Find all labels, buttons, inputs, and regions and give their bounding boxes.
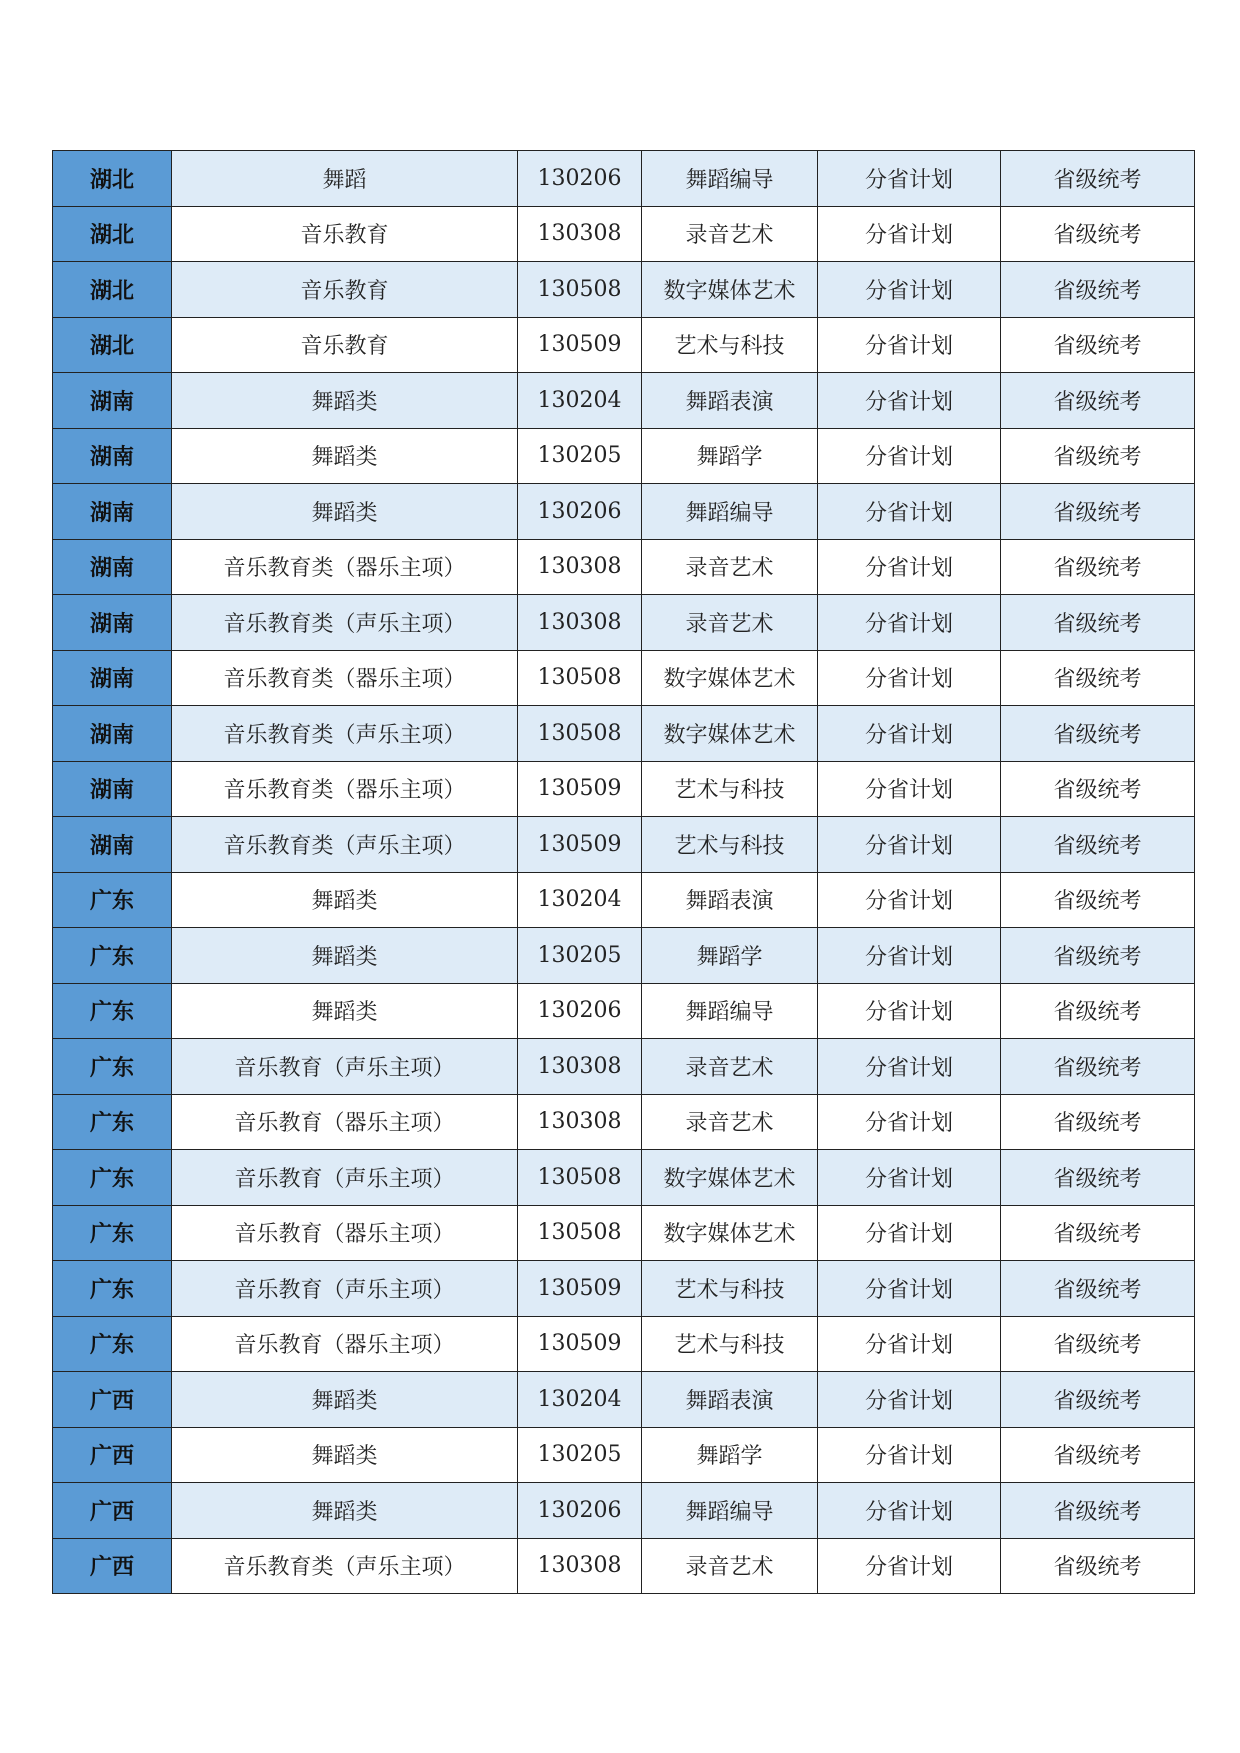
category-cell: 舞蹈 — [172, 151, 518, 207]
major-code-cell: 130508 — [518, 1150, 642, 1206]
province-cell: 湖南 — [53, 484, 172, 540]
major-name-cell: 数字媒体艺术 — [642, 1205, 818, 1261]
plan-type-cell: 分省计划 — [818, 928, 1001, 984]
province-cell: 湖南 — [53, 539, 172, 595]
province-cell: 广东 — [53, 1094, 172, 1150]
plan-type-cell: 分省计划 — [818, 484, 1001, 540]
table-row — [53, 1039, 1195, 1095]
category-cell: 舞蹈类 — [172, 1372, 518, 1428]
category-cell: 音乐教育（器乐主项） — [172, 1205, 518, 1261]
major-code-cell: 130308 — [518, 595, 642, 651]
plan-type-cell: 分省计划 — [818, 1094, 1001, 1150]
plan-type-cell: 分省计划 — [818, 1316, 1001, 1372]
plan-type-cell: 分省计划 — [818, 262, 1001, 318]
major-name-cell: 艺术与科技 — [642, 1316, 818, 1372]
exam-type-cell: 省级统考 — [1001, 373, 1195, 429]
exam-type-cell: 省级统考 — [1001, 1372, 1195, 1428]
category-cell: 音乐教育类（声乐主项） — [172, 1538, 518, 1594]
major-code-cell: 130204 — [518, 872, 642, 928]
major-code-cell: 130509 — [518, 817, 642, 873]
province-cell: 湖南 — [53, 595, 172, 651]
major-code-cell: 130206 — [518, 484, 642, 540]
plan-type-cell: 分省计划 — [818, 1427, 1001, 1483]
province-cell: 广西 — [53, 1372, 172, 1428]
plan-type-cell: 分省计划 — [818, 650, 1001, 706]
plan-type-cell: 分省计划 — [818, 1538, 1001, 1594]
major-name-cell: 舞蹈编导 — [642, 1483, 818, 1539]
major-name-cell: 舞蹈表演 — [642, 872, 818, 928]
table-row — [53, 1427, 1195, 1483]
category-cell: 音乐教育 — [172, 317, 518, 373]
category-cell: 音乐教育（器乐主项） — [172, 1094, 518, 1150]
exam-type-cell: 省级统考 — [1001, 539, 1195, 595]
major-name-cell: 舞蹈学 — [642, 428, 818, 484]
province-cell: 广东 — [53, 928, 172, 984]
province-cell: 广东 — [53, 1150, 172, 1206]
plan-type-cell: 分省计划 — [818, 706, 1001, 762]
major-code-cell: 130509 — [518, 1261, 642, 1317]
category-cell: 音乐教育类（器乐主项） — [172, 761, 518, 817]
major-name-cell: 录音艺术 — [642, 206, 818, 262]
province-cell: 湖南 — [53, 373, 172, 429]
major-code-cell: 130206 — [518, 151, 642, 207]
category-cell: 舞蹈类 — [172, 1483, 518, 1539]
major-code-cell: 130206 — [518, 983, 642, 1039]
major-name-cell: 舞蹈编导 — [642, 484, 818, 540]
table-row — [53, 151, 1195, 207]
table-row — [53, 595, 1195, 651]
table-row — [53, 428, 1195, 484]
major-code-cell: 130508 — [518, 650, 642, 706]
category-cell: 音乐教育（声乐主项） — [172, 1261, 518, 1317]
province-cell: 广东 — [53, 1039, 172, 1095]
plan-type-cell: 分省计划 — [818, 761, 1001, 817]
plan-type-cell: 分省计划 — [818, 539, 1001, 595]
plan-type-cell: 分省计划 — [818, 1150, 1001, 1206]
province-cell: 广东 — [53, 1205, 172, 1261]
table-row — [53, 1538, 1195, 1594]
plan-type-cell: 分省计划 — [818, 317, 1001, 373]
exam-type-cell: 省级统考 — [1001, 928, 1195, 984]
category-cell: 舞蹈类 — [172, 983, 518, 1039]
province-cell: 湖南 — [53, 650, 172, 706]
exam-type-cell: 省级统考 — [1001, 1538, 1195, 1594]
table-row — [53, 817, 1195, 873]
category-cell: 音乐教育类（声乐主项） — [172, 817, 518, 873]
exam-type-cell: 省级统考 — [1001, 1483, 1195, 1539]
major-name-cell: 艺术与科技 — [642, 817, 818, 873]
admissions-table-container — [52, 150, 1194, 1594]
province-cell: 广东 — [53, 983, 172, 1039]
table-row — [53, 983, 1195, 1039]
exam-type-cell: 省级统考 — [1001, 706, 1195, 762]
category-cell: 音乐教育（器乐主项） — [172, 1316, 518, 1372]
province-cell: 湖南 — [53, 761, 172, 817]
exam-type-cell: 省级统考 — [1001, 1205, 1195, 1261]
major-name-cell: 艺术与科技 — [642, 317, 818, 373]
plan-type-cell: 分省计划 — [818, 1039, 1001, 1095]
major-name-cell: 数字媒体艺术 — [642, 262, 818, 318]
major-code-cell: 130509 — [518, 1316, 642, 1372]
province-cell: 广东 — [53, 1316, 172, 1372]
plan-type-cell: 分省计划 — [818, 428, 1001, 484]
table-row — [53, 206, 1195, 262]
exam-type-cell: 省级统考 — [1001, 317, 1195, 373]
major-code-cell: 130204 — [518, 1372, 642, 1428]
major-code-cell: 130308 — [518, 1538, 642, 1594]
exam-type-cell: 省级统考 — [1001, 1316, 1195, 1372]
major-name-cell: 艺术与科技 — [642, 761, 818, 817]
exam-type-cell: 省级统考 — [1001, 817, 1195, 873]
plan-type-cell: 分省计划 — [818, 1483, 1001, 1539]
major-name-cell: 录音艺术 — [642, 1538, 818, 1594]
province-cell: 湖北 — [53, 317, 172, 373]
category-cell: 音乐教育类（器乐主项） — [172, 539, 518, 595]
province-cell: 湖南 — [53, 428, 172, 484]
major-code-cell: 130204 — [518, 373, 642, 429]
province-cell: 广西 — [53, 1427, 172, 1483]
category-cell: 舞蹈类 — [172, 428, 518, 484]
plan-type-cell: 分省计划 — [818, 983, 1001, 1039]
province-cell: 湖北 — [53, 262, 172, 318]
major-code-cell: 130308 — [518, 539, 642, 595]
plan-type-cell: 分省计划 — [818, 872, 1001, 928]
major-code-cell: 130205 — [518, 428, 642, 484]
exam-type-cell: 省级统考 — [1001, 484, 1195, 540]
major-code-cell: 130205 — [518, 928, 642, 984]
exam-type-cell: 省级统考 — [1001, 650, 1195, 706]
category-cell: 音乐教育类（声乐主项） — [172, 706, 518, 762]
table-row — [53, 317, 1195, 373]
exam-type-cell: 省级统考 — [1001, 872, 1195, 928]
major-name-cell: 录音艺术 — [642, 1094, 818, 1150]
table-row — [53, 1094, 1195, 1150]
plan-type-cell: 分省计划 — [818, 817, 1001, 873]
table-row — [53, 539, 1195, 595]
major-code-cell: 130206 — [518, 1483, 642, 1539]
exam-type-cell: 省级统考 — [1001, 1150, 1195, 1206]
major-code-cell: 130508 — [518, 1205, 642, 1261]
province-cell: 湖北 — [53, 151, 172, 207]
table-row — [53, 484, 1195, 540]
plan-type-cell: 分省计划 — [818, 373, 1001, 429]
category-cell: 音乐教育（声乐主项） — [172, 1150, 518, 1206]
table-row — [53, 1316, 1195, 1372]
admissions-table — [52, 150, 1195, 1594]
province-cell: 湖南 — [53, 706, 172, 762]
category-cell: 舞蹈类 — [172, 928, 518, 984]
category-cell: 音乐教育 — [172, 262, 518, 318]
exam-type-cell: 省级统考 — [1001, 262, 1195, 318]
major-code-cell: 130205 — [518, 1427, 642, 1483]
exam-type-cell: 省级统考 — [1001, 983, 1195, 1039]
plan-type-cell: 分省计划 — [818, 1261, 1001, 1317]
plan-type-cell: 分省计划 — [818, 206, 1001, 262]
province-cell: 湖南 — [53, 817, 172, 873]
major-name-cell: 数字媒体艺术 — [642, 650, 818, 706]
province-cell: 广西 — [53, 1483, 172, 1539]
major-code-cell: 130308 — [518, 1094, 642, 1150]
category-cell: 舞蹈类 — [172, 484, 518, 540]
province-cell: 广西 — [53, 1538, 172, 1594]
exam-type-cell: 省级统考 — [1001, 1094, 1195, 1150]
major-name-cell: 舞蹈学 — [642, 1427, 818, 1483]
major-name-cell: 录音艺术 — [642, 539, 818, 595]
major-code-cell: 130509 — [518, 317, 642, 373]
province-cell: 广东 — [53, 872, 172, 928]
exam-type-cell: 省级统考 — [1001, 595, 1195, 651]
table-row — [53, 262, 1195, 318]
exam-type-cell: 省级统考 — [1001, 428, 1195, 484]
table-row — [53, 872, 1195, 928]
category-cell: 音乐教育类（器乐主项） — [172, 650, 518, 706]
major-name-cell: 数字媒体艺术 — [642, 1150, 818, 1206]
exam-type-cell: 省级统考 — [1001, 1039, 1195, 1095]
major-name-cell: 录音艺术 — [642, 595, 818, 651]
table-row — [53, 1372, 1195, 1428]
category-cell: 舞蹈类 — [172, 1427, 518, 1483]
category-cell: 音乐教育类（声乐主项） — [172, 595, 518, 651]
major-name-cell: 舞蹈编导 — [642, 983, 818, 1039]
major-code-cell: 130308 — [518, 1039, 642, 1095]
table-row — [53, 373, 1195, 429]
major-name-cell: 艺术与科技 — [642, 1261, 818, 1317]
category-cell: 音乐教育 — [172, 206, 518, 262]
category-cell: 音乐教育（声乐主项） — [172, 1039, 518, 1095]
major-name-cell: 数字媒体艺术 — [642, 706, 818, 762]
major-code-cell: 130508 — [518, 262, 642, 318]
plan-type-cell: 分省计划 — [818, 1372, 1001, 1428]
plan-type-cell: 分省计划 — [818, 595, 1001, 651]
major-name-cell: 舞蹈表演 — [642, 373, 818, 429]
category-cell: 舞蹈类 — [172, 373, 518, 429]
major-name-cell: 舞蹈表演 — [642, 1372, 818, 1428]
major-code-cell: 130308 — [518, 206, 642, 262]
table-row — [53, 1261, 1195, 1317]
major-code-cell: 130509 — [518, 761, 642, 817]
province-cell: 湖北 — [53, 206, 172, 262]
major-name-cell: 舞蹈编导 — [642, 151, 818, 207]
plan-type-cell: 分省计划 — [818, 151, 1001, 207]
table-row — [53, 928, 1195, 984]
category-cell: 舞蹈类 — [172, 872, 518, 928]
plan-type-cell: 分省计划 — [818, 1205, 1001, 1261]
exam-type-cell: 省级统考 — [1001, 206, 1195, 262]
exam-type-cell: 省级统考 — [1001, 1427, 1195, 1483]
major-name-cell: 录音艺术 — [642, 1039, 818, 1095]
table-row — [53, 1205, 1195, 1261]
major-name-cell: 舞蹈学 — [642, 928, 818, 984]
major-code-cell: 130508 — [518, 706, 642, 762]
table-row — [53, 650, 1195, 706]
table-row — [53, 1150, 1195, 1206]
exam-type-cell: 省级统考 — [1001, 1261, 1195, 1317]
province-cell: 广东 — [53, 1261, 172, 1317]
table-body — [53, 151, 1195, 1594]
table-row — [53, 706, 1195, 762]
exam-type-cell: 省级统考 — [1001, 761, 1195, 817]
table-row — [53, 1483, 1195, 1539]
exam-type-cell: 省级统考 — [1001, 151, 1195, 207]
table-row — [53, 761, 1195, 817]
